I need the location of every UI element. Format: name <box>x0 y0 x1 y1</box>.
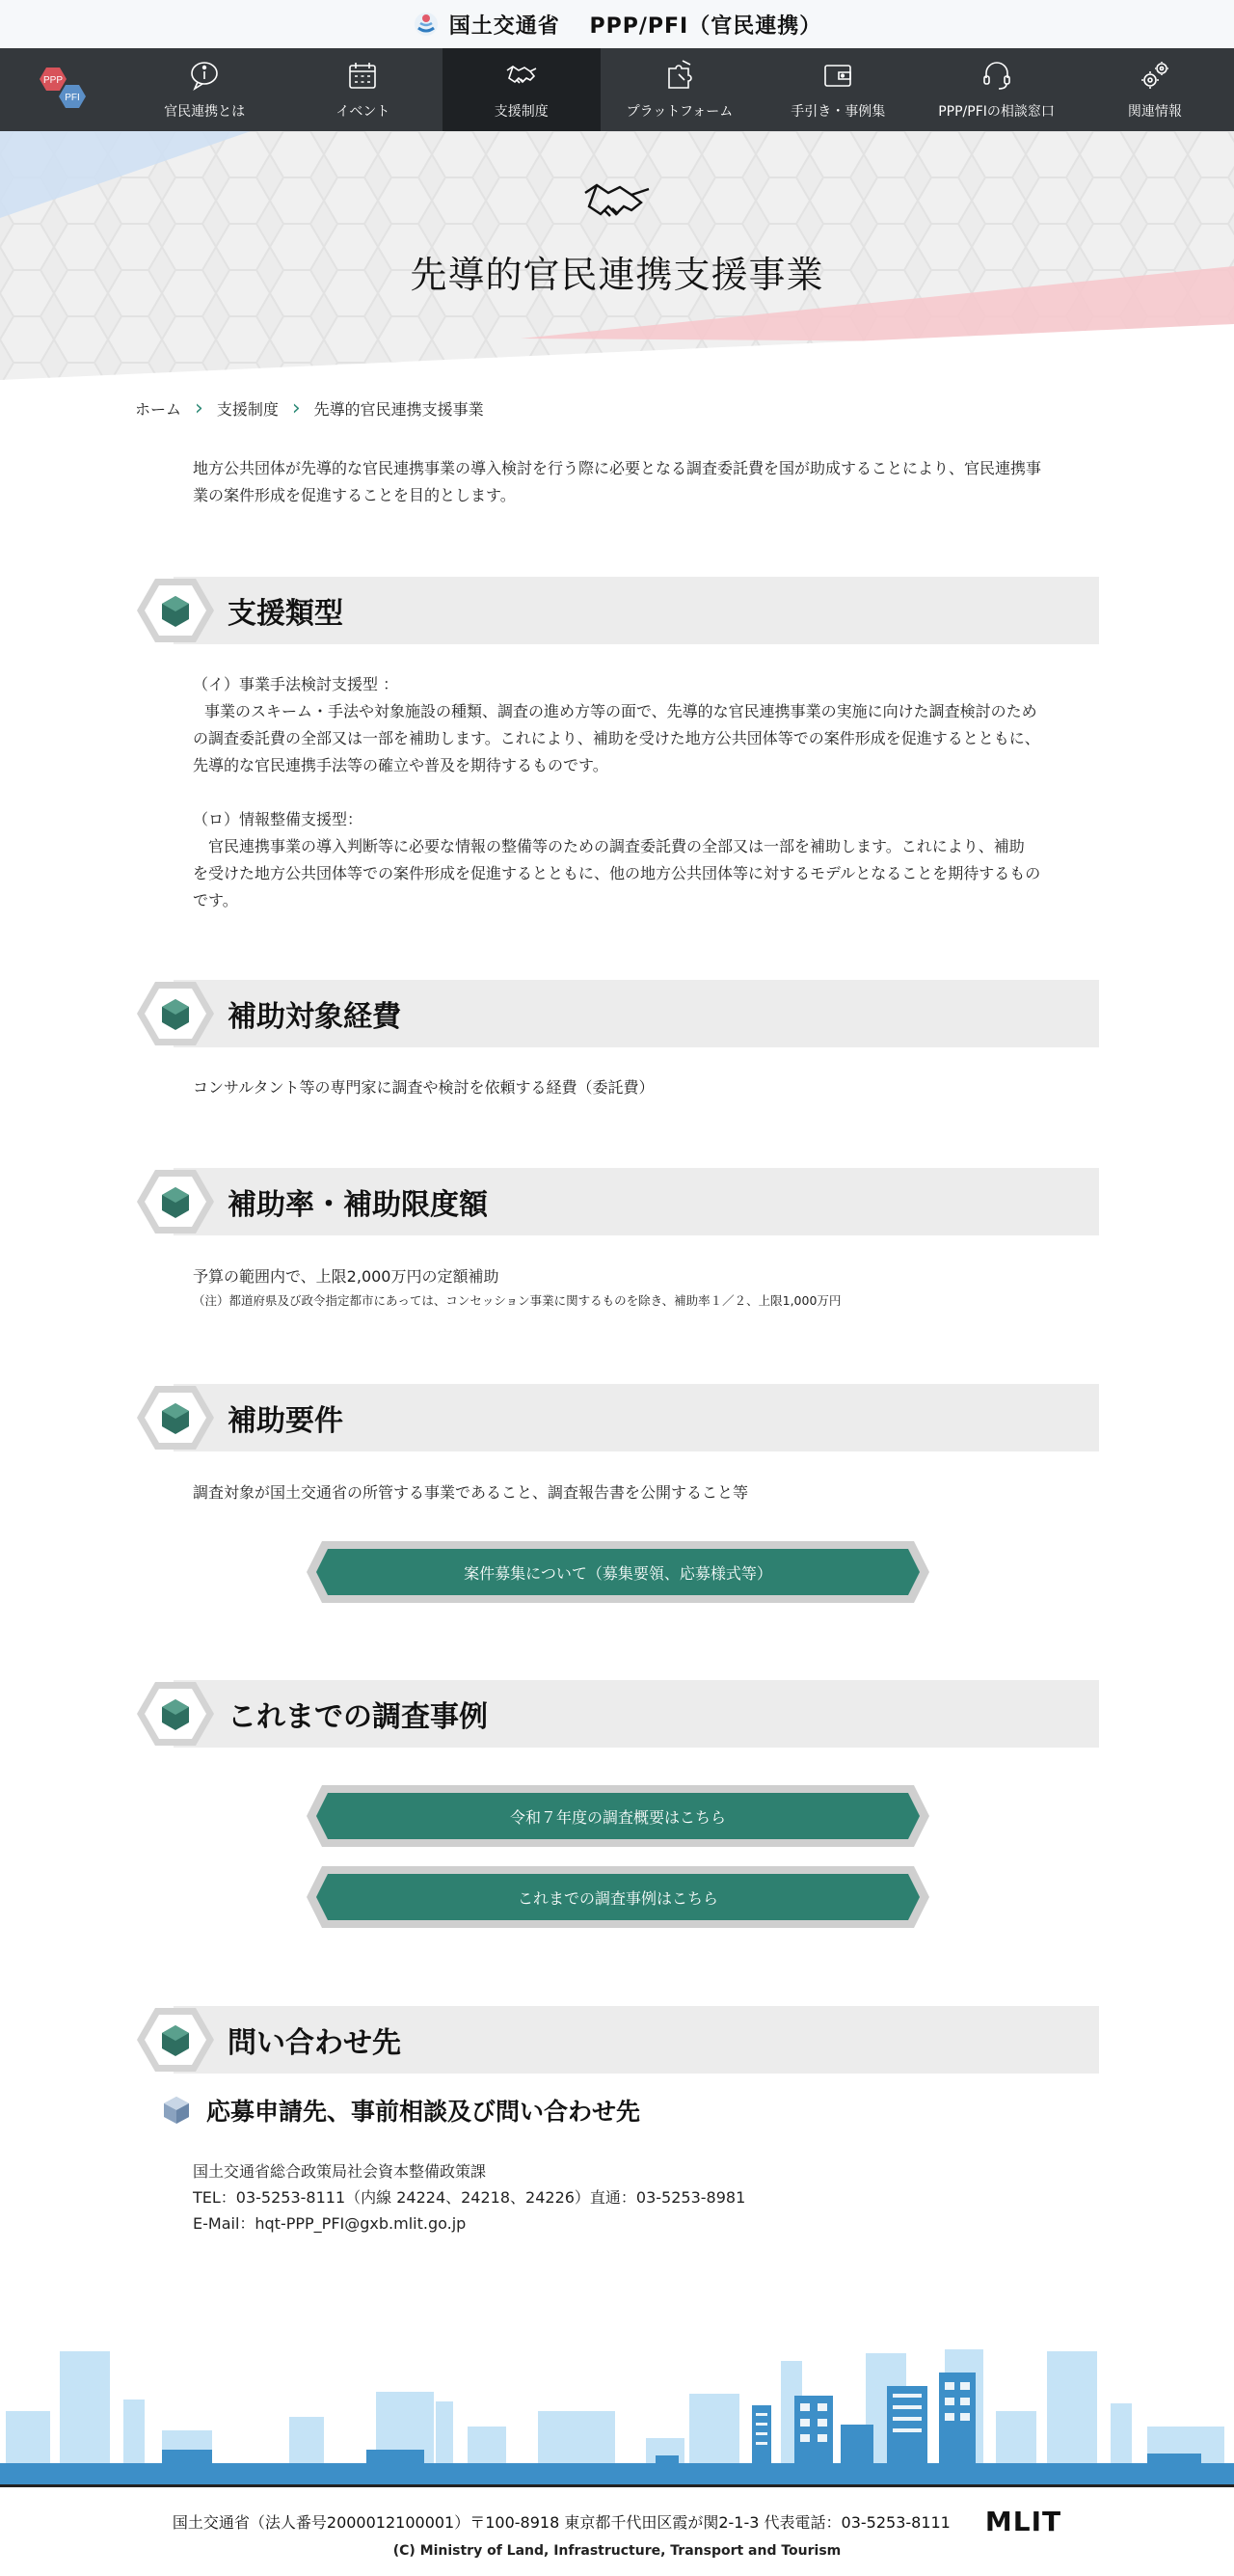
nav-item-events[interactable] <box>283 48 442 131</box>
rate-text: 予算の範囲内で、上限2,000万円の定額補助 （注）都道府県及び政令指定都市にあっては、コンセッション事業に関するものを除き、補助率１／２、上限1,000万円 <box>193 1263 1051 1312</box>
mlit-wordmark[interactable]: MLIT <box>984 2506 1062 2537</box>
nav-label: イベント <box>335 104 390 120</box>
section-title: 補助要件 <box>228 1404 343 1438</box>
contact-tel: TEL：03-5253-8111（内線 24224、24218、24226）直通：03-5253-8981 <box>193 2188 746 2207</box>
hexagon-bullet-icon <box>135 1680 216 1748</box>
hexagon-bullet-icon <box>135 1168 216 1235</box>
copyright: (C) Ministry of Land, Infrastructure, Transport and Tourism <box>392 2543 842 2559</box>
nav-item-consultation[interactable] <box>917 48 1075 131</box>
cube-bullet-icon <box>160 2094 193 2127</box>
hexagon-bullet-icon <box>135 2006 216 2074</box>
hexagon-bullet-icon <box>135 980 216 1047</box>
nav-item-related[interactable] <box>1076 48 1234 131</box>
hexagon-bullet-icon <box>135 1384 216 1451</box>
site-title[interactable] <box>449 10 821 40</box>
brand-pfi-text: PFI <box>65 93 80 103</box>
nav-label: 手引き・事例集 <box>791 104 886 120</box>
site-footer <box>0 2506 1234 2559</box>
page-title: 先導的官民連携支援事業 <box>410 254 824 296</box>
nav-label: 支援制度 <box>494 104 549 120</box>
hexagon-bullet-icon <box>135 577 216 644</box>
hero-banner <box>0 131 1234 382</box>
handshake-icon <box>583 176 651 228</box>
footer-divider <box>0 2484 1234 2487</box>
section-title: 問い合わせ先 <box>228 2026 401 2060</box>
section-header-types <box>135 577 1099 644</box>
nav-item-support[interactable] <box>443 48 601 131</box>
section-title: 支援類型 <box>228 597 343 631</box>
site-name: PPP/PFI（官民連携） <box>589 14 822 39</box>
footer-address: 国土交通省（法人番号2000012100001）〒100-8918 東京都千代田区霞が関2-1-3 代表電話：03-5253-8111 <box>172 2513 951 2532</box>
calendar-icon <box>346 59 379 92</box>
types-text: （イ）事業手法検討支援型 ： 事業のスキーム・手法や対象施設の種類、調査の進め方等の面で、先導的な官民連携事業の実施に向けた調査検討のため の調査委託費の全部又は一部を補助します。これにより、補助を受けた地方公共団体等での案件形成を促進するとともに、 先導的な官民連携手法等の確立や普及を期待するものです。 （ロ）情報整備支援型： 官民連携事業の導入判断等に必要な情報の整備等のための調査委託費の全部又は一部を補助します。これにより、補助 を受けた地方公共団体等での案件形成を促進するとともに、他の地方公共団体等に対するモデルとなることを期待するもの です。 <box>193 675 1041 909</box>
nav-label: 関連情報 <box>1127 104 1182 120</box>
main-nav <box>0 48 1234 131</box>
fy7-survey-summary-button[interactable]: 令和７年度の調査概要はこちら <box>307 1785 929 1847</box>
recruitment-info-button[interactable]: 案件募集について（募集要領、応募様式等） <box>307 1541 929 1603</box>
rate-note: （注）都道府県及び政令指定都市にあっては、コンセッション事業に関するものを除き、補助率１／２、上限1,000万円 <box>193 1293 842 1308</box>
puzzle-icon <box>663 59 696 92</box>
city-skyline-illustration <box>0 2344 1234 2484</box>
handshake-icon <box>505 59 538 92</box>
contact-dept: 国土交通省総合政策局社会資本整備政策課 <box>193 2162 487 2181</box>
section-title: これまでの調査事例 <box>228 1700 488 1734</box>
site-header <box>0 0 1234 48</box>
nav-item-about[interactable] <box>125 48 283 131</box>
brand-ppp-text: PPP <box>42 75 64 86</box>
breadcrumb-home[interactable]: ホーム <box>135 400 182 419</box>
contact-subheading: 応募申請先、事前相談及び問い合わせ先 <box>160 2093 640 2128</box>
expenses-text: コンサルタント等の専門家に調査や検討を依頼する経費（委託費） <box>193 1078 655 1097</box>
intro-text: 地方公共団体が先導的な官民連携事業の導入検討を行う際に必要となる調査委託費を国が助成することにより、官民連携事 業の案件形成を促進することを目的とします。 <box>193 459 1042 504</box>
section-header-cases <box>135 1680 1099 1748</box>
ministry-name: 国土交通省 <box>448 14 560 39</box>
requirements-text: 調査対象が国土交通省の所管する事業であること、調査報告書を公開すること等 <box>193 1483 749 1502</box>
past-survey-cases-button[interactable]: これまでの調査事例はこちら <box>307 1866 929 1928</box>
nav-label: 官民連携とは <box>164 104 246 120</box>
hero-title-block <box>0 176 1234 298</box>
wallet-icon <box>821 59 854 92</box>
breadcrumb-current: 先導的官民連携支援事業 <box>313 400 484 419</box>
chevron-right-icon: › <box>291 395 301 420</box>
gears-icon <box>1139 59 1171 92</box>
breadcrumb <box>135 397 484 420</box>
ppp-pfi-brand-logo[interactable] <box>0 48 125 131</box>
breadcrumb-parent[interactable]: 支援制度 <box>216 400 279 419</box>
section-header-requirements <box>135 1384 1099 1451</box>
section-title: 補助対象経費 <box>228 1000 401 1034</box>
headset-icon <box>980 59 1013 92</box>
info-bubble-icon <box>188 59 221 92</box>
nav-item-guides[interactable] <box>759 48 917 131</box>
section-header-expenses <box>135 980 1099 1047</box>
mlit-logo-icon[interactable] <box>413 11 440 38</box>
section-title: 補助率・補助限度額 <box>228 1188 488 1222</box>
contact-details <box>193 2158 745 2237</box>
section-header-rate <box>135 1168 1099 1235</box>
contact-email[interactable]: E-Mail：hqt-PPP_PFI@gxb.mlit.go.jp <box>193 2214 467 2233</box>
nav-label: PPP/PFIの相談窓口 <box>938 104 1055 120</box>
nav-label: プラットフォーム <box>626 104 734 120</box>
nav-item-platform[interactable] <box>601 48 759 131</box>
chevron-right-icon: › <box>195 395 203 420</box>
section-header-contact <box>135 2006 1099 2074</box>
